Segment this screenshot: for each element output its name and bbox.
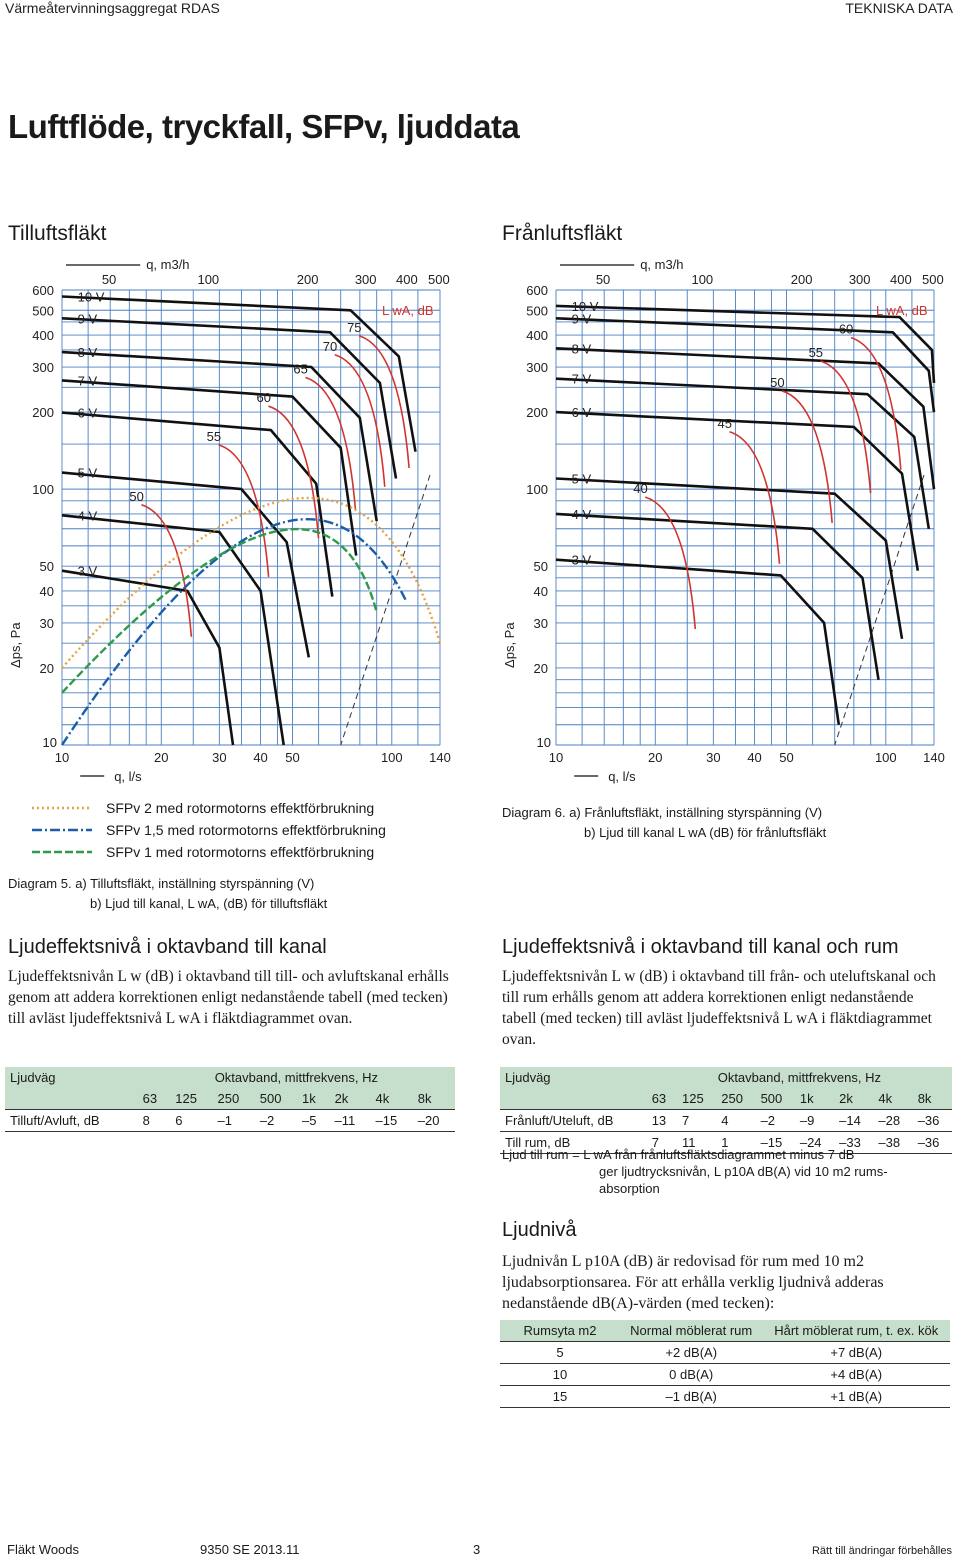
lwa-label: 55 [206,428,222,444]
voltage-label: 9 V [571,311,592,327]
x-tick-label: 140 [429,750,451,765]
left-sound-heading: Ljudeffektsnivå i oktavband till kanal [8,936,327,958]
x-axis-label: q, l/s [114,769,142,784]
voltage-label: 8 V [77,345,98,361]
voltage-label: 9 V [77,311,98,327]
x2-tick-label: 50 [101,272,117,287]
y-tick-label: 400 [526,328,548,344]
footer-page: 3 [473,1542,481,1557]
voltage-curve [556,379,929,529]
right-sound-heading: Ljudeffektsnivå i oktavband till kanal och rum [502,936,899,958]
x2-tick-label: 100 [691,272,714,287]
y-tick-label: 500 [32,303,54,319]
lwa-label: 45 [717,415,732,431]
header-left: Värmeåtervinningsaggregat RDAS [5,0,220,16]
y-tick-label: 10 [536,735,551,750]
voltage-label: 4 V [571,506,592,522]
lwa-label: 50 [770,374,785,390]
x-tick-label: 10 [548,750,564,765]
right-section-heading: Frånluftsfläkt [502,222,623,245]
footer-doc: 9350 SE 2013.11 [200,1542,300,1557]
voltage-label: 5 V [571,471,592,487]
x2-tick-label: 300 [354,272,377,287]
legend-label: SFPv 1,5 med rotormotorns effektförbrukning [106,822,386,838]
y-tick-label: 50 [39,559,54,575]
x-tick-label: 20 [648,750,663,765]
lwa-label: 75 [347,319,362,335]
boundary-line [835,475,924,745]
y-tick-label: 20 [533,660,548,676]
lwa-label: 65 [293,361,308,377]
right-octave-table: Ljudväg Oktavband, mittfrekvens, Hz 63 125 250 500 1k 2k 4k 8k Frånluft/Uteluft, dB 13 7 4 –2 –9 –14 –28 –36 Till rum, dB 7 11 1 –15 –24 –33 –38 –36 [500,1067,952,1154]
legend-item [32,819,386,841]
voltage-label: 6 V [77,405,98,421]
diagram5-caption: Diagram 5. a) Tilluftsfläkt, inställning styrspänning (V) b) Ljud till kanal, L wA, (dB) för tilluftsfläkt [8,876,328,911]
x-tick-label: 50 [285,750,300,765]
lwa-line [645,497,695,629]
x-tick-label: 50 [779,750,794,765]
extract-fan-chart [494,255,960,790]
right-sound-text: Ljudeffektsnivån L w (dB) i oktavband till från- och uteluftskanal och till rum erhålls genom att addera korrektionen enligt nedanstående tabell (med tecken) till avläst ljudeffektsnivå L wA i fläktdiagrammet ovan. [502,968,936,1048]
x-tick-label: 100 [874,750,897,765]
y-tick-label: 30 [39,615,54,631]
x-tick-label: 40 [747,750,762,765]
lwa-title: L wA, dB [382,302,434,318]
lwa-title: L wA, dB [876,302,928,318]
voltage-curve [556,348,934,489]
left-octave-table: Ljudväg Oktavband, mittfrekvens, Hz 63 125 250 500 1k 2k 4k 8k Tilluft/Avluft, dB 8 6 –1 –2 –5 –11 –15 –20 [5,1067,455,1132]
x-tick-label: 10 [54,750,70,765]
lwa-label: 60 [838,321,854,337]
x-axis-label: q, l/s [608,769,636,784]
x-tick-label: 30 [212,750,227,765]
voltage-label: 4 V [77,508,98,524]
supply-fan-chart [0,255,470,790]
x-tick-label: 40 [253,750,268,765]
footer-note: Rätt till ändringar förbehålles [811,1545,952,1557]
voltage-curve [556,318,934,412]
x2-tick-label: 500 [922,272,944,287]
lwa-label: 70 [322,338,338,354]
voltage-curve [62,380,356,555]
y-tick-label: 200 [32,405,54,421]
dashed-line-swatch [32,849,92,855]
x2-tick-label: 200 [790,272,813,287]
lwa-label: 50 [129,488,144,504]
legend-item [32,797,386,819]
x2-tick-label: 400 [396,272,418,287]
voltage-curve [62,473,309,658]
voltage-curve [62,318,396,478]
lwa-label: 40 [633,481,648,497]
sfp-curve [62,498,440,668]
y-tick-label: 10 [42,735,57,750]
diagram6-caption: Diagram 6. a) Frånluftsfläkt, inställning styrspänning (V) b) Ljud till kanal L wA (dB) för frånluftsfläkt [502,805,827,840]
y-tick-label: 40 [39,583,54,599]
voltage-curve [556,479,902,639]
legend-label: SFPv 1 med rotormotorns effektförbrukning [106,844,375,860]
sfp-legend [32,797,386,863]
header-right: TEKNISKA DATA [845,0,953,16]
y-tick-label: 50 [533,559,548,575]
x-tick-label: 140 [923,750,945,765]
y-tick-label: 30 [533,615,548,631]
y-tick-label: 300 [526,360,548,376]
x2-axis-label: q, m3/h [640,257,684,272]
legend-label: SFPv 2 med rotormotorns effektförbrukning [106,800,375,816]
voltage-label: 7 V [77,373,98,389]
y-tick-label: 40 [533,583,548,599]
lwa-label: 60 [256,390,271,406]
y-axis-label: Δps, Pa [8,622,23,668]
voltage-label: 10 V [571,298,599,314]
y-tick-label: 500 [526,303,548,319]
legend-item [32,841,386,863]
x-tick-label: 100 [380,750,403,765]
voltage-label: 3 V [77,563,98,579]
x2-tick-label: 100 [197,272,220,287]
y-tick-label: 600 [526,283,548,298]
lwa-line [782,391,832,523]
voltage-label: 3 V [571,552,592,568]
voltage-label: 5 V [77,465,98,481]
y-axis-label: Δps, Pa [502,622,517,668]
x-tick-label: 20 [154,750,169,765]
x2-tick-label: 200 [296,272,319,287]
x2-tick-label: 300 [848,272,871,287]
y-tick-label: 100 [32,482,54,498]
room-sound-note: Ljud till rum = L wA från frånluftsfläktsdiagrammet minus 7 dB ger ljudtrycksnivån, L p10A dB(A) vid 10 m2 rums- absorption [502,1147,888,1196]
x2-axis-label: q, m3/h [146,257,190,272]
y-tick-label: 20 [39,660,54,676]
sound-level-text: Ljudnivån L p10A (dB) är redovisad för rum med 10 m2 ljudabsorptionsarea. För att erhålla verklig ljudnivå adderas nedanstående dB(A)-värden (med tecken): [502,1253,884,1312]
x2-tick-label: 400 [890,272,912,287]
page-title: Luftflöde, tryckfall, SFPv, ljuddata [8,108,520,145]
voltage-curve [556,560,839,725]
y-tick-label: 200 [526,405,548,421]
y-tick-label: 300 [32,360,54,376]
boundary-line [341,475,430,745]
x2-tick-label: 50 [595,272,611,287]
left-sound-text: Ljudeffektsnivån L w (dB) i oktavband till till- och avluftskanal erhålls genom att addera korrektionen enligt nedanstående tabell (med tecken) till avläst ljudeffektsnivå L wA i fläktdiagrammet ovan. [8,968,449,1027]
voltage-curve [62,571,233,745]
lwa-label: 55 [808,345,824,361]
x-tick-label: 30 [706,750,721,765]
voltage-label: 7 V [571,371,592,387]
x2-tick-label: 500 [428,272,450,287]
y-tick-label: 400 [32,328,54,344]
room-correction-table: Rumsyta m2 Normal möblerat rum Hårt möblerat rum, t. ex. kök 5 +2 dB(A) +7 dB(A) 10 0 dB(A) +4 dB(A) 15 –1 dB(A) +1 dB(A) [500,1320,950,1408]
y-tick-label: 100 [526,482,548,498]
dashdot-line-swatch [32,827,92,833]
footer-company: Fläkt Woods [7,1542,80,1557]
sound-level-heading: Ljudnivå [502,1219,577,1241]
voltage-label: 6 V [571,405,592,421]
dotted-line-swatch [32,805,92,811]
voltage-label: 8 V [571,341,592,357]
voltage-label: 10 V [77,289,105,305]
left-section-heading: Tilluftsfläkt [8,222,107,245]
y-tick-label: 600 [32,283,54,298]
